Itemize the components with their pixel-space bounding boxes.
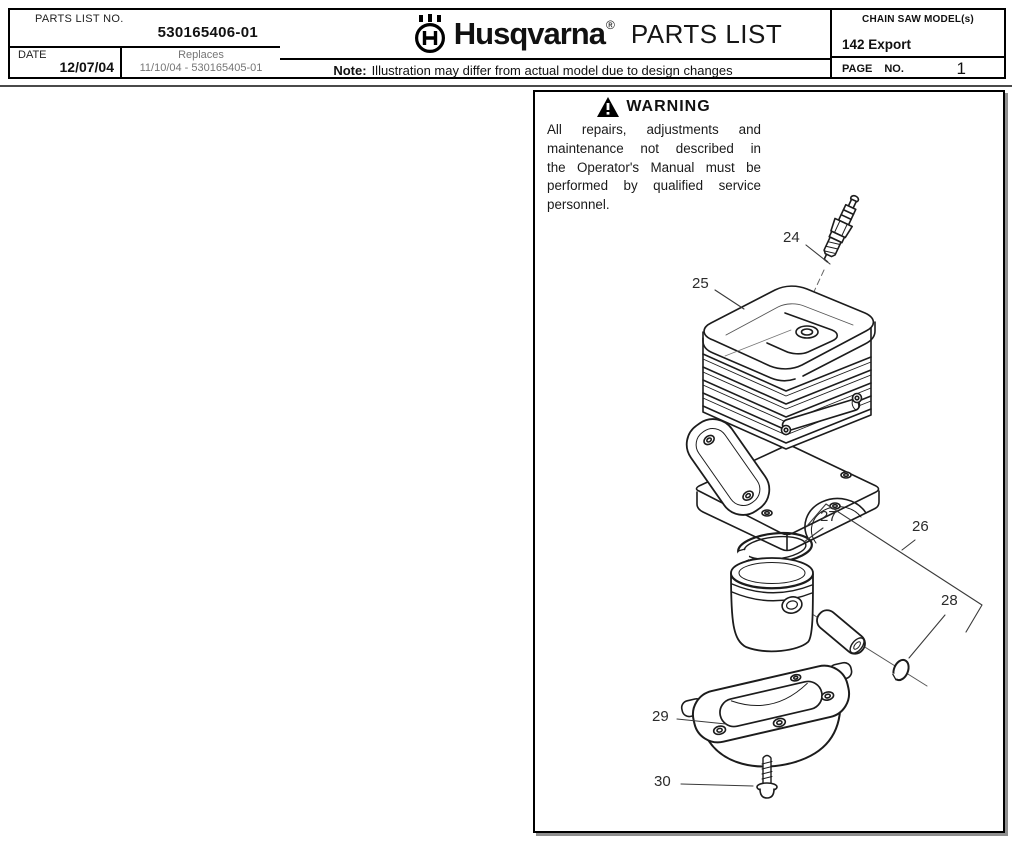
callout-26-piston-assembly: 26 bbox=[912, 518, 929, 535]
page-no-label: NO. bbox=[884, 62, 904, 75]
warning-text-line: All repairs, adjustments and bbox=[547, 122, 761, 137]
circlip bbox=[888, 657, 911, 684]
registered-mark: ® bbox=[605, 18, 615, 32]
callout-28-circlip: 28 bbox=[941, 592, 958, 609]
replaces-cell bbox=[120, 48, 280, 77]
document-title: PARTS LIST bbox=[630, 18, 783, 49]
date-value: 12/07/04 bbox=[59, 59, 114, 75]
parts-list-no-row bbox=[10, 10, 280, 48]
note-row bbox=[280, 58, 832, 79]
model-value: 142 Export bbox=[842, 37, 912, 52]
callout-29-crankcase-cover: 29 bbox=[652, 708, 669, 725]
title-box bbox=[280, 8, 832, 79]
replaces-value: 11/10/04 - 530165405-01 bbox=[139, 62, 263, 74]
callout-25-cylinder: 25 bbox=[692, 275, 709, 292]
warning-text-line: personnel. bbox=[547, 197, 610, 213]
warning-text-line: the Operator's Manual must be bbox=[547, 159, 761, 175]
callout-27-piston-ring: 27 bbox=[820, 508, 837, 525]
warning-text-line: maintenance not described in bbox=[547, 140, 761, 156]
brand-name: Husqvarna bbox=[453, 16, 605, 51]
page-number-row bbox=[832, 58, 1004, 79]
note-label: Note: bbox=[333, 63, 367, 78]
warning-text-line: performed by qualified service bbox=[547, 178, 761, 194]
date-label: DATE bbox=[18, 49, 47, 61]
note-text: Illustration may differ from actual model due to design changes bbox=[371, 63, 733, 78]
parts-list-no-label: PARTS LIST NO. bbox=[35, 13, 124, 25]
spark-plug bbox=[817, 192, 864, 265]
replaces-label: Replaces bbox=[178, 49, 224, 61]
cylinder-piston-illustration bbox=[535, 92, 1003, 831]
callout-30-screw: 30 bbox=[654, 773, 671, 790]
husqvarna-crown-logo-icon bbox=[412, 14, 448, 54]
wrist-pin bbox=[813, 606, 869, 657]
header-divider bbox=[0, 85, 1012, 87]
parts-list-number-box bbox=[8, 8, 282, 79]
model-label: CHAIN SAW MODEL(s) bbox=[862, 14, 974, 25]
warning-title: WARNING bbox=[626, 98, 711, 115]
page-label: PAGE bbox=[842, 62, 873, 75]
parts-list-no-value: 530165406-01 bbox=[157, 24, 258, 41]
page-number: 1 bbox=[956, 58, 966, 78]
date-cell bbox=[10, 48, 120, 77]
callout-24-spark-plug: 24 bbox=[783, 229, 800, 246]
piston bbox=[731, 558, 813, 651]
parts-diagram-panel bbox=[533, 90, 1005, 833]
model-box bbox=[830, 8, 1006, 79]
